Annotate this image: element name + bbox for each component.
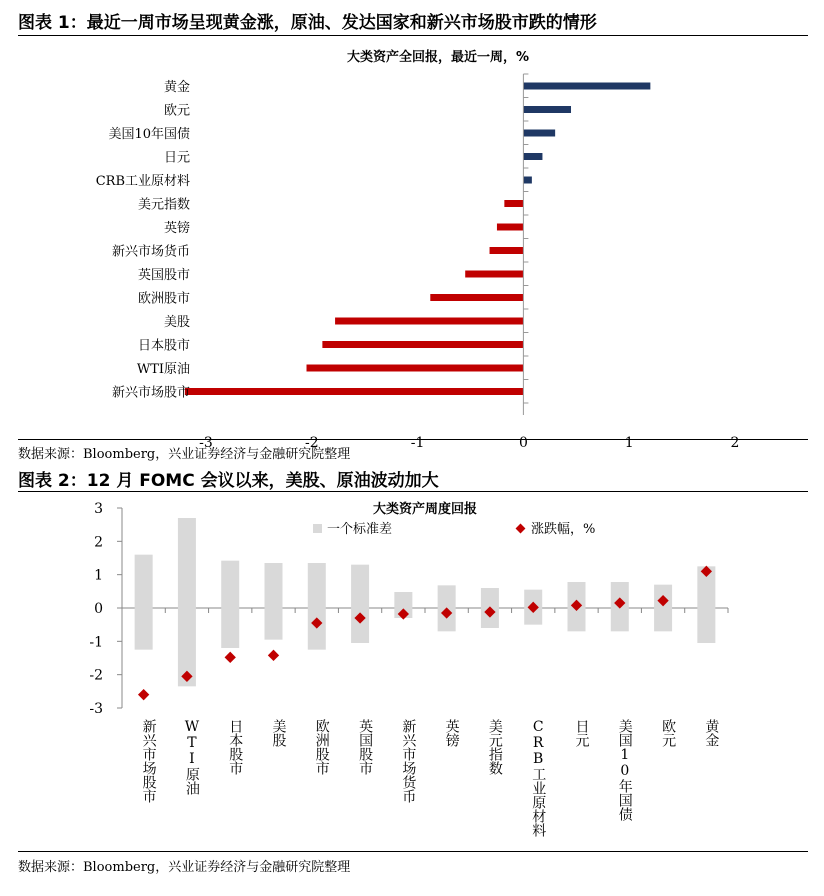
chart2-marker xyxy=(268,650,279,661)
figure1-source: 数据来源：Bloomberg，兴业证券经济与金融研究院整理 xyxy=(18,447,351,462)
figure1-top-rule xyxy=(18,35,808,36)
chart1-category-label: 英国股市 xyxy=(137,268,190,283)
chart1-category-label: 美国10年国债 xyxy=(108,127,190,142)
chart1-x-tick-label: 1 xyxy=(624,435,634,451)
chart1-x-tick-label: -3 xyxy=(199,435,213,451)
chart2-range-bar xyxy=(178,518,196,686)
legend-range-swatch xyxy=(313,524,322,533)
chart2-category-label: 美股 xyxy=(270,719,287,747)
chart2-marker xyxy=(225,652,236,663)
chart1-bar xyxy=(335,318,523,325)
chart1 xyxy=(0,40,824,451)
chart2-category-label: 欧元 xyxy=(660,719,677,747)
chart2-range-bar xyxy=(308,563,326,650)
figure1-caption: 图表 1：最近一周市场呈现黄金涨，原油、发达国家和新兴市场股市跌的情形 xyxy=(18,13,597,33)
chart1-bar xyxy=(523,130,555,137)
chart2-range-bar xyxy=(135,555,153,650)
chart2-y-tick-label: 0 xyxy=(94,601,103,617)
chart1-bar xyxy=(504,200,523,207)
chart1-category-label: CRB工业原材料 xyxy=(95,174,190,189)
chart1-category-label: 新兴市场股市 xyxy=(111,385,190,401)
legend-marker-label: 涨跌幅，% xyxy=(531,522,596,537)
chart2-y-tick-label: -1 xyxy=(89,634,103,651)
chart1-category-label: 日本股市 xyxy=(137,338,190,354)
chart1-category-label: 美元指数 xyxy=(137,197,190,213)
chart1-category-label: 欧洲股市 xyxy=(137,291,190,307)
legend-range-label: 一个标准差 xyxy=(327,522,393,537)
chart2-title: 大类资产周度回报 xyxy=(372,502,478,517)
chart1-category-label: 美股 xyxy=(163,315,190,330)
chart2-y-tick-label: -3 xyxy=(89,701,103,717)
chart2-range-bar xyxy=(654,585,672,632)
chart1-x-tick-label: 2 xyxy=(730,435,740,451)
chart1-x-tick-label: -2 xyxy=(304,435,319,451)
chart1-bar xyxy=(497,224,523,231)
chart2-marker xyxy=(138,689,149,700)
chart2-category-label: 日元 xyxy=(573,719,590,747)
chart2-category-label: 新兴市场货币 xyxy=(400,719,417,803)
chart1-bar xyxy=(430,294,523,301)
legend-marker-swatch xyxy=(516,524,526,534)
figure1-bottom-rule xyxy=(18,439,808,440)
chart2-y-tick-label: -2 xyxy=(89,667,103,684)
chart1-bar xyxy=(185,388,524,395)
chart2-category-label: 英镑 xyxy=(443,719,460,747)
chart2-category-label: WTI原油 xyxy=(183,719,200,795)
chart1-category-label: 欧元 xyxy=(163,103,190,119)
chart1-bar xyxy=(490,247,524,254)
chart1-category-label: WTI原油 xyxy=(136,362,190,377)
chart2-category-label: 新兴市场股市 xyxy=(140,719,157,803)
chart1-bar xyxy=(307,365,524,372)
chart2-category-label: CRB工业原材料 xyxy=(530,719,547,837)
chart2-range-bar xyxy=(351,565,369,643)
chart1-category-label: 新兴市场货币 xyxy=(111,244,190,260)
chart2-category-label: 欧洲股市 xyxy=(313,719,330,775)
chart1-bar xyxy=(322,341,523,348)
chart1-category-label: 黄金 xyxy=(163,80,190,95)
chart1-bar xyxy=(523,153,542,160)
chart2-y-tick-label: 1 xyxy=(94,567,103,584)
chart2-category-label: 日本股市 xyxy=(227,719,244,775)
figure2-source: 数据来源：Bloomberg，兴业证券经济与金融研究院整理 xyxy=(18,860,351,875)
chart2-category-label: 黄金 xyxy=(703,719,720,747)
chart1-bar xyxy=(523,106,571,113)
chart2-range-bar xyxy=(221,561,239,648)
chart1-bar xyxy=(523,177,531,184)
chart1-category-label: 日元 xyxy=(163,150,190,166)
chart1-bar xyxy=(465,271,523,278)
figure2-caption: 图表 2：12 月 FOMC 会议以来，美股、原油波动加大 xyxy=(18,471,439,491)
chart2 xyxy=(0,492,824,852)
chart2-category-label: 美国10年国债 xyxy=(616,719,633,821)
chart2-range-bar xyxy=(697,566,715,643)
figure2-bottom-rule xyxy=(18,851,808,852)
chart2-range-bar xyxy=(265,563,283,640)
chart1-x-tick-label: 0 xyxy=(518,435,528,451)
chart2-y-tick-label: 3 xyxy=(94,501,103,517)
chart2-category-label: 英国股市 xyxy=(357,719,374,775)
chart2-category-label: 美元指数 xyxy=(486,719,503,775)
chart1-title: 大类资产全回报，最近一周，% xyxy=(346,50,530,65)
chart1-category-label: 英镑 xyxy=(163,221,190,236)
chart1-x-tick-label: -1 xyxy=(410,435,425,451)
chart1-bar xyxy=(523,83,650,90)
chart2-y-tick-label: 2 xyxy=(94,534,103,551)
